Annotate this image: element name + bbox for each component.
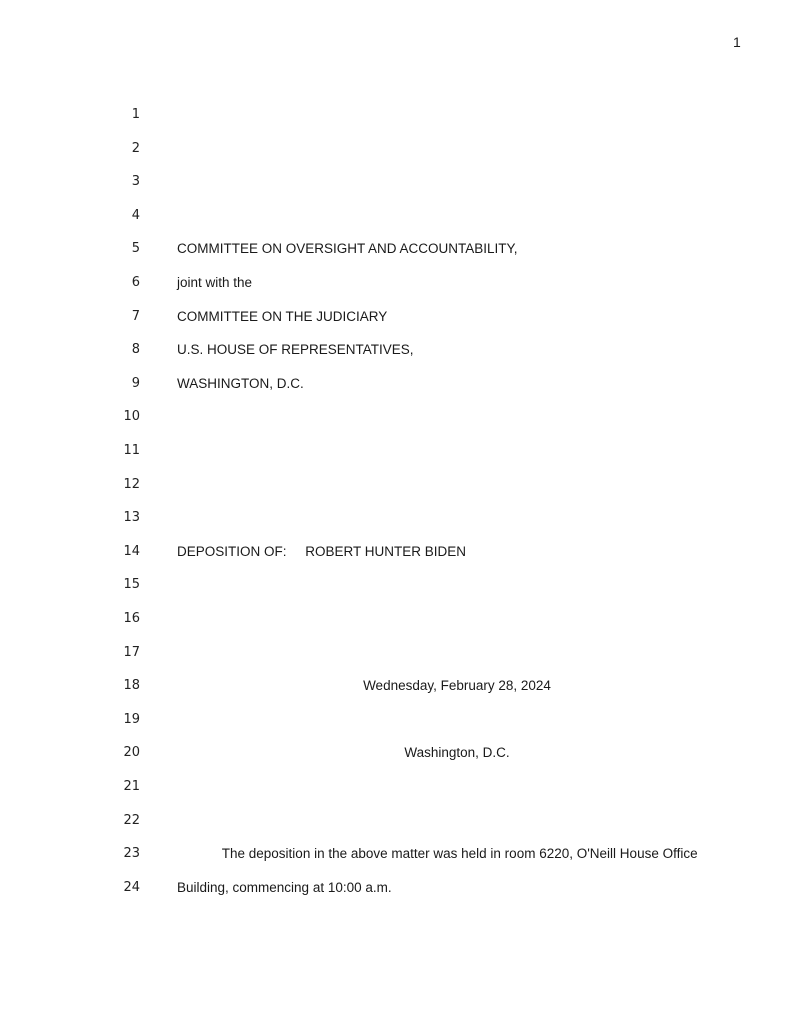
- transcript-line: [0, 141, 791, 161]
- transcript-line: [0, 409, 791, 429]
- line-text: COMMITTEE ON THE JUDICIARY: [177, 308, 388, 324]
- line-number: 10: [123, 409, 140, 425]
- line-number: 23: [123, 846, 140, 862]
- transcript-line: [0, 611, 791, 631]
- line-number: 20: [123, 745, 140, 761]
- line-number: 3: [131, 174, 140, 190]
- line-number: 22: [123, 812, 140, 828]
- line-text: COMMITTEE ON OVERSIGHT AND ACCOUNTABILITY,: [177, 241, 518, 257]
- line-text: DEPOSITION OF: ROBERT HUNTER BIDEN: [177, 543, 467, 559]
- line-number: 21: [123, 779, 140, 794]
- transcript-line: [0, 846, 791, 866]
- line-number: 4: [131, 207, 140, 223]
- line-number: 9: [131, 375, 140, 391]
- transcript-line: [0, 813, 791, 833]
- line-text: Washington, D.C.: [404, 745, 510, 761]
- line-text: joint with the: [177, 275, 253, 290]
- line-number: 14: [123, 543, 140, 559]
- line-number: 13: [123, 510, 140, 526]
- line-text: The deposition in the above matter was held in room 6220, O'Neill House Office: [177, 846, 698, 862]
- transcript-line: [0, 880, 791, 900]
- transcript-line: [0, 712, 791, 732]
- transcript-line: [0, 745, 791, 765]
- line-number: 11: [123, 443, 140, 458]
- line-number: 18: [123, 678, 140, 694]
- transcript-line: [0, 577, 791, 597]
- line-text: U.S. HOUSE OF REPRESENTATIVES,: [177, 342, 414, 358]
- transcript-line: [0, 477, 791, 497]
- line-number: 15: [123, 577, 140, 593]
- line-number: 2: [131, 140, 140, 156]
- transcript-line: [0, 779, 791, 799]
- transcript-line: [0, 443, 791, 463]
- transcript-line: [0, 241, 791, 261]
- transcript-line: [0, 544, 791, 564]
- transcript-line: [0, 208, 791, 228]
- line-number: 5: [131, 241, 140, 257]
- line-number: 6: [131, 275, 140, 290]
- line-number: 16: [123, 611, 140, 626]
- line-number: 12: [123, 476, 140, 492]
- line-number: 7: [131, 308, 140, 324]
- transcript-line: [0, 678, 791, 698]
- page-number: 1: [733, 34, 741, 50]
- line-number: 8: [131, 342, 140, 358]
- transcript-line: [0, 342, 791, 362]
- transcript-line: [0, 510, 791, 530]
- line-text: Wednesday, February 28, 2024: [363, 678, 551, 694]
- transcript-line: [0, 107, 791, 127]
- transcript-line: [0, 309, 791, 329]
- transcript-line: [0, 376, 791, 396]
- line-number: 19: [123, 711, 140, 727]
- transcript-line: [0, 174, 791, 194]
- line-number: 17: [123, 644, 140, 660]
- line-number: 24: [123, 879, 140, 895]
- transcript-line: [0, 275, 791, 295]
- transcript-line: [0, 645, 791, 665]
- line-text: Building, commencing at 10:00 a.m.: [177, 879, 392, 895]
- line-text: WASHINGTON, D.C.: [177, 375, 304, 391]
- line-number: 1: [131, 107, 140, 122]
